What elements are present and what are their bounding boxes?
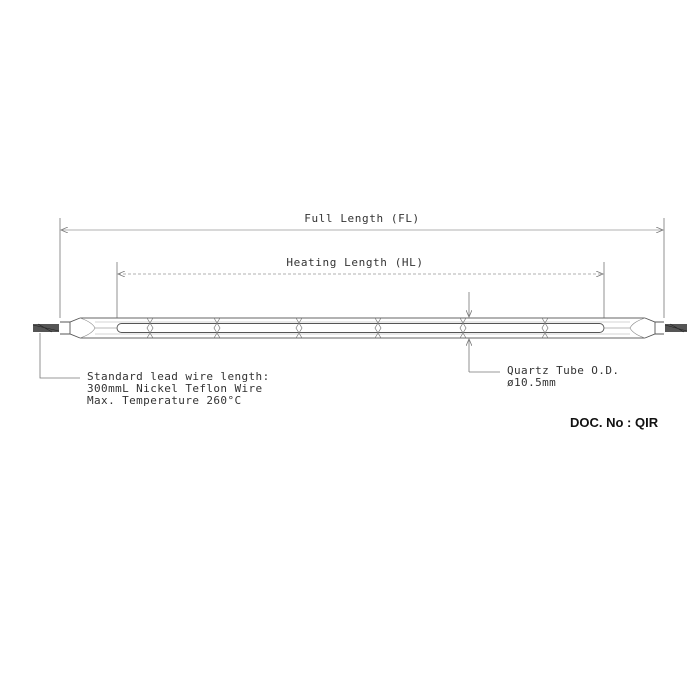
- quartz-tube: [60, 318, 664, 338]
- lead-wire-leader: [40, 333, 80, 378]
- document-number: DOC. No : QIR: [570, 415, 659, 430]
- tube-od-dimension: [469, 292, 619, 389]
- lead-wire-right: [665, 324, 687, 332]
- tube-od-line1: Quartz Tube O.D.: [507, 364, 620, 377]
- tube-od-line2: ø10.5mm: [507, 376, 557, 389]
- seal-taper-left: [80, 318, 95, 338]
- lead-wire-left: [33, 324, 59, 332]
- lead-wire-note: [40, 333, 270, 407]
- heating-length-label: Heating Length (HL): [286, 256, 424, 269]
- lead-wire-line3: Max. Temperature 260°C: [87, 394, 242, 407]
- support-rings: [147, 318, 548, 338]
- heating-length-dimension: [117, 256, 604, 318]
- seal-taper-right: [630, 318, 645, 338]
- filament-coil: [117, 324, 604, 333]
- lead-wire-line2: 300mmL Nickel Teflon Wire: [87, 382, 263, 395]
- pinch-seal-left: [60, 318, 80, 338]
- lead-wire-line1: Standard lead wire length:: [87, 370, 270, 383]
- full-length-label: Full Length (FL): [304, 212, 420, 225]
- pinch-seal-right: [645, 318, 664, 338]
